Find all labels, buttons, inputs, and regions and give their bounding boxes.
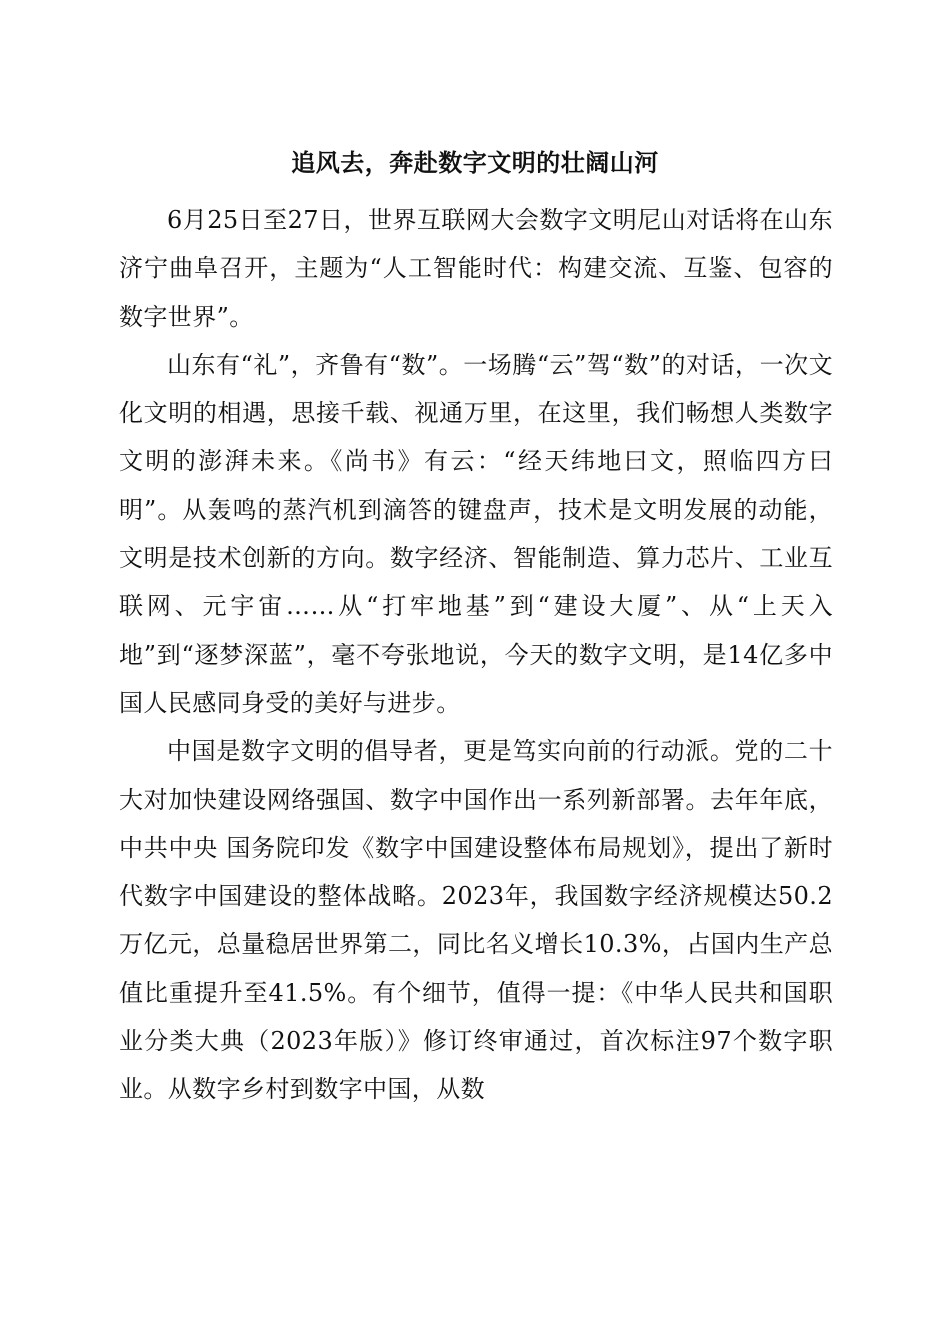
document-title: 追风去，奔赴数字文明的壮阔山河: [291, 148, 659, 177]
paragraph-3: 中国是数字文明的倡导者，更是笃实向前的行动派。党的二十大对加快建设网络强国、数字中国作出一系列新部署。去年年底，中共中央 国务院印发《数字中国建设整体布局规划》，提出了新时代数字中国建设的整体战略。2023年，我国数字经济规模达50.2万亿元，总量稳居世界第二，同比名义增长10.3%，占国内生产总值比重提升至41.5%。有个细节，值得一提：《中华人民共和国职业分类大典（2023年版）》修订终审通过，首次标注97个数字职业。从数字乡村到数字中国，从数: [119, 737, 833, 1104]
document-body: [119, 196, 833, 1114]
paragraph-2: 山东有“礼”，齐鲁有“数”。一场腾“云”驾“数”的对话，一次文化文明的相遇，思接千载、视通万里，在这里，我们畅想人类数字文明的澎湃未来。《尚书》有云：“经天纬地曰文，照临四方曰明”。从轰鸣的蒸汽机到滴答的键盘声，技术是文明发展的动能，文明是技术创新的方向。数字经济、智能制造、算力芯片、工业互联网、元宇宙……从“打牢地基”到“建设大厦”、从“上天入地”到“逐梦深蓝”，毫不夸张地说，今天的数字文明，是14亿多中国人民感同身受的美好与进步。: [119, 350, 833, 717]
paragraph-1: 6月25日至27日，世界互联网大会数字文明尼山对话将在山东济宁曲阜召开，主题为“人工智能时代：构建交流、互鉴、包容的数字世界”。: [119, 206, 833, 331]
